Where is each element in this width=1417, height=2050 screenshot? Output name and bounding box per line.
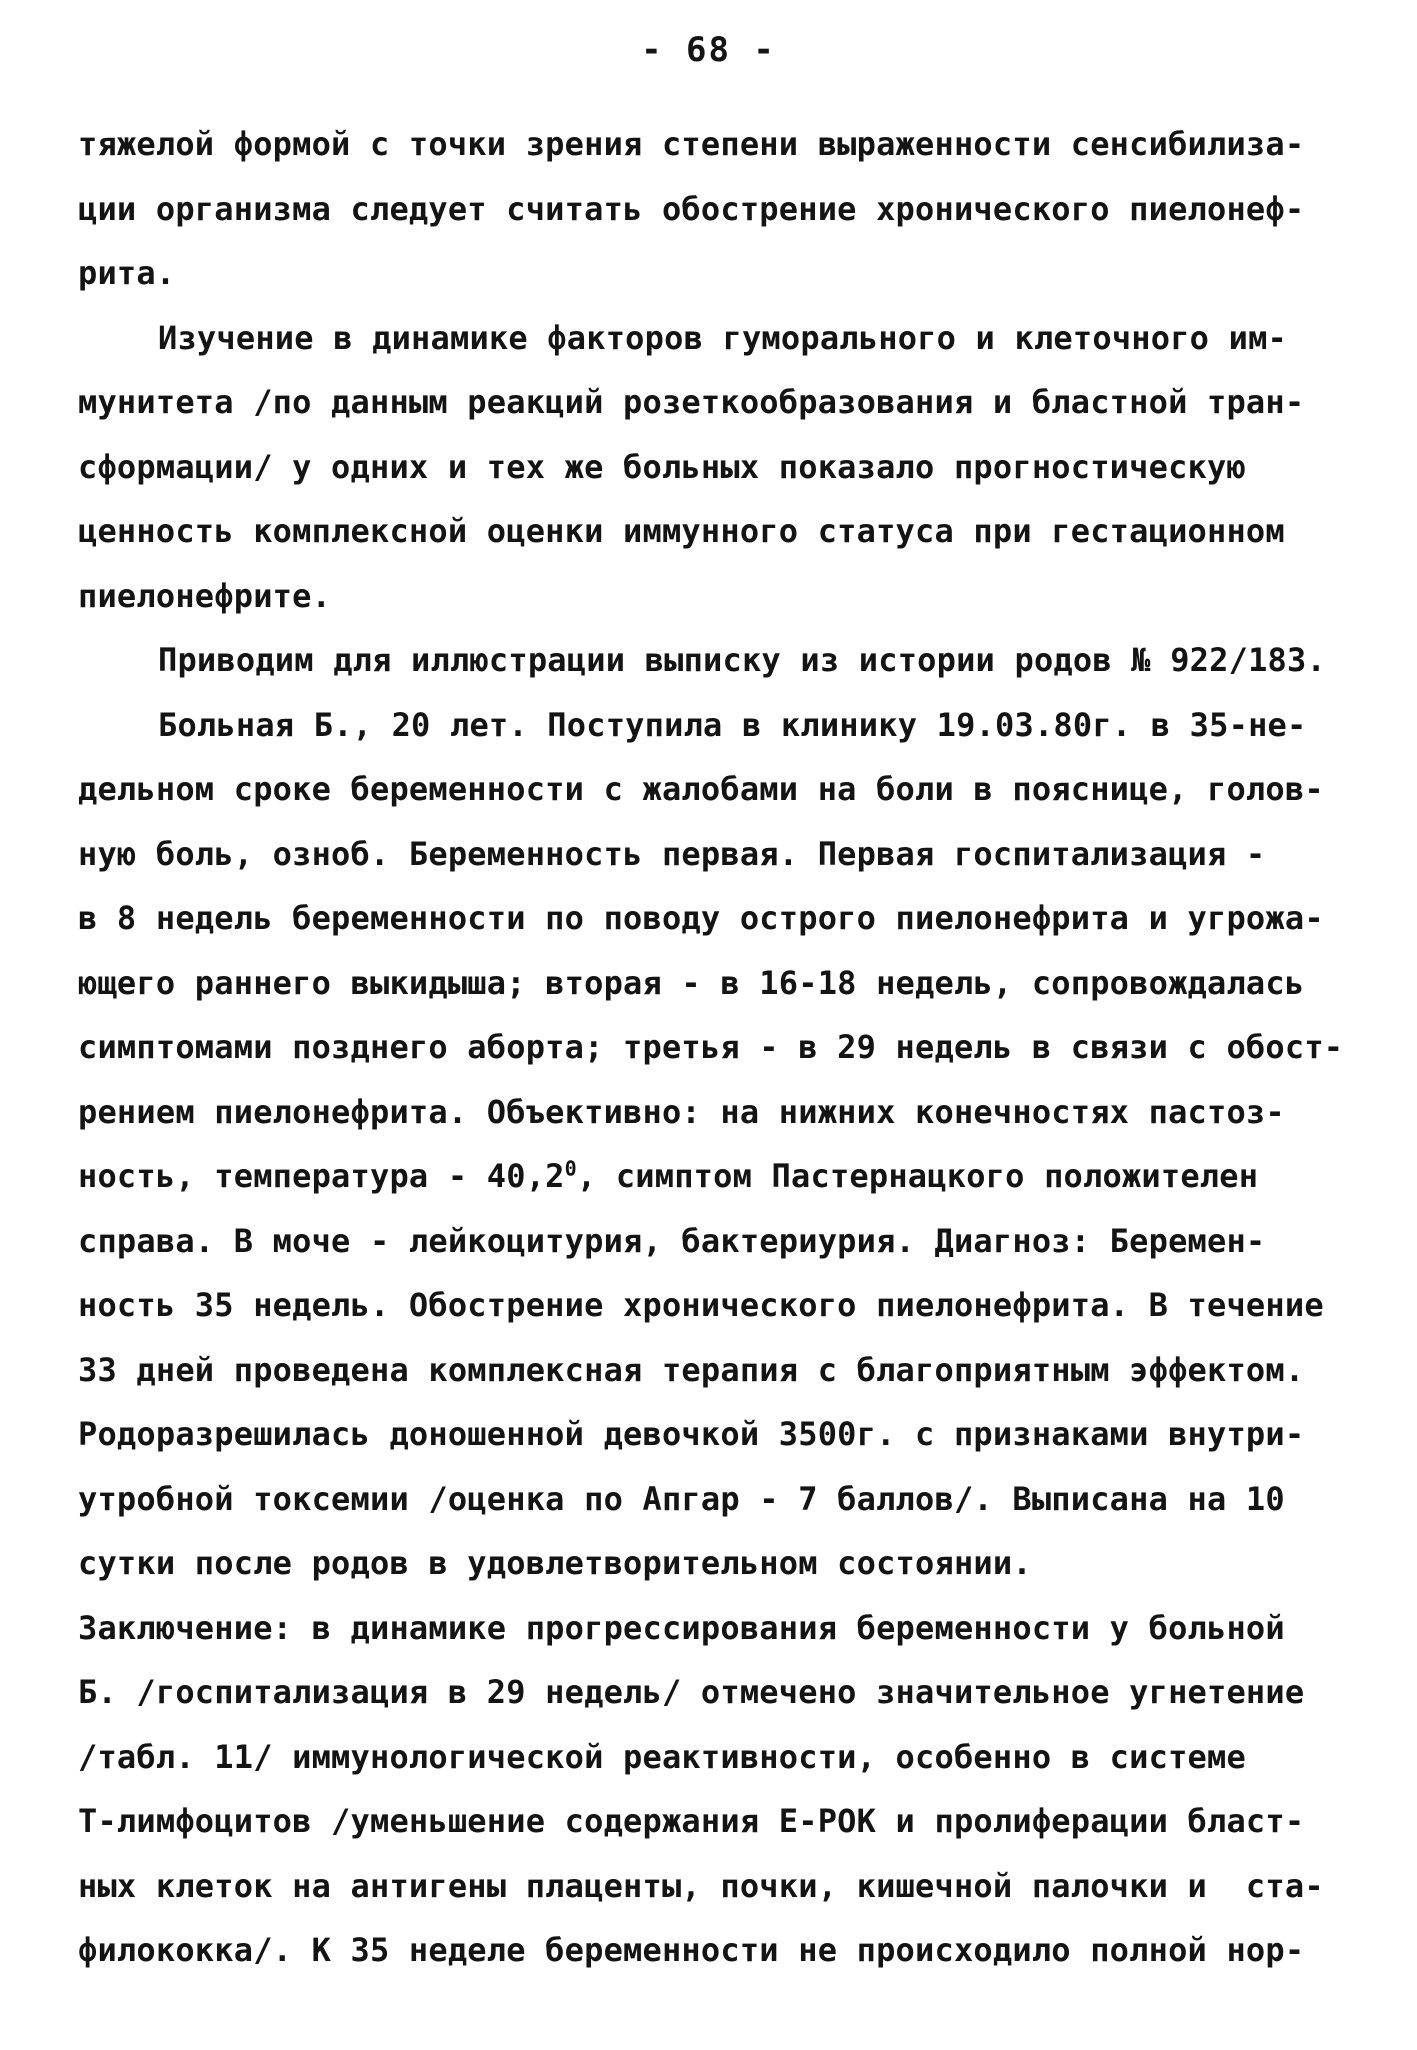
text-line: ющего раннего выкидыша; вторая - в 16-18 недель, сопровождалась xyxy=(78,963,1305,1002)
text-line: ность 35 недель. Обострение хронического пиелонефрита. В течение xyxy=(78,1286,1324,1324)
text-line: /табл. 11/ иммунологической реактивности, особенно в системе xyxy=(78,1737,1246,1776)
text-line: справа. В моче - лейкоцитурия, бактериурия. Диагноз: Беремен- xyxy=(78,1221,1266,1260)
conclusion-line: Заключение: в динамике прогрессирования беременности у больной xyxy=(78,1608,1285,1647)
text-line: ную боль, озноб. Беременность первая. Первая госпитализация - xyxy=(78,834,1266,873)
text-line: филококка/. К 35 неделе беременности не происходило полной нор- xyxy=(78,1931,1305,1969)
text-line: в 8 недель беременности по поводу острого пиелонефрита и угрожа- xyxy=(78,899,1324,937)
text-line: рением пиелонефрита. Объективно: на нижних конечностях пастоз- xyxy=(78,1092,1285,1131)
body-text xyxy=(78,112,1368,1983)
text-line: дельном сроке беременности с жалобами на боли в пояснице, голов- xyxy=(78,770,1324,808)
temperature-tail-text: , симптом Пастернацкого положителен xyxy=(576,1157,1259,1195)
text-line: рита. xyxy=(78,254,176,292)
text-line: Б. /госпитализация в 29 недель/ отмечено значительное угнетение xyxy=(78,1673,1305,1711)
text-line: ных клеток на антигены плаценты, почки, кишечной палочки и ста- xyxy=(78,1866,1324,1905)
text-line: Т-лимфоцитов /уменьшение содержания Е-РОК и пролиферации бласт- xyxy=(78,1802,1305,1840)
page-number: - 68 - xyxy=(641,30,776,70)
text-line: симптомами позднего аборта; третья - в 29 недель в связи с обост- xyxy=(78,1028,1344,1066)
text-line-temperature xyxy=(78,1144,1368,1209)
paragraph-start-line: Больная Б., 20 лет. Поступила в клинику 19.03.80г. в 35-не- xyxy=(158,705,1307,744)
text-line: пиелонефрите. xyxy=(78,576,332,615)
temperature-text: ность, температура - 40,2 xyxy=(78,1157,565,1195)
degree-superscript: 0 xyxy=(564,1156,577,1181)
text-line: 33 дней проведена комплексная терапия с благоприятным эффектом. xyxy=(78,1350,1305,1389)
text-line: тяжелой формой с точки зрения степени выраженности сенсибилиза- xyxy=(78,125,1305,163)
text-line: сутки после родов в удовлетворительном состоянии. xyxy=(78,1544,1032,1582)
paragraph-start-line: Приводим для иллюстрации выписку из истории родов № 922/183. xyxy=(158,641,1326,679)
text-line: сформации/ у одних и тех же больных показало прогностическую xyxy=(78,447,1246,486)
paragraph-start-line: Изучение в динамике факторов гуморального и клеточного им- xyxy=(158,318,1288,357)
text-line: ценность комплексной оценки иммунного статуса при гестационном xyxy=(78,512,1285,550)
text-line: ции организма следует считать обострение хронического пиелонеф- xyxy=(78,189,1305,228)
text-line: утробной токсемии /оценка по Апгар - 7 баллов/. Выписана на 10 xyxy=(78,1479,1285,1518)
text-line: мунитета /по данным реакций розеткообразования и бластной тран- xyxy=(78,383,1305,421)
text-line: Родоразрешилась доношенной девочкой 3500г. с признаками внутри- xyxy=(78,1415,1305,1453)
